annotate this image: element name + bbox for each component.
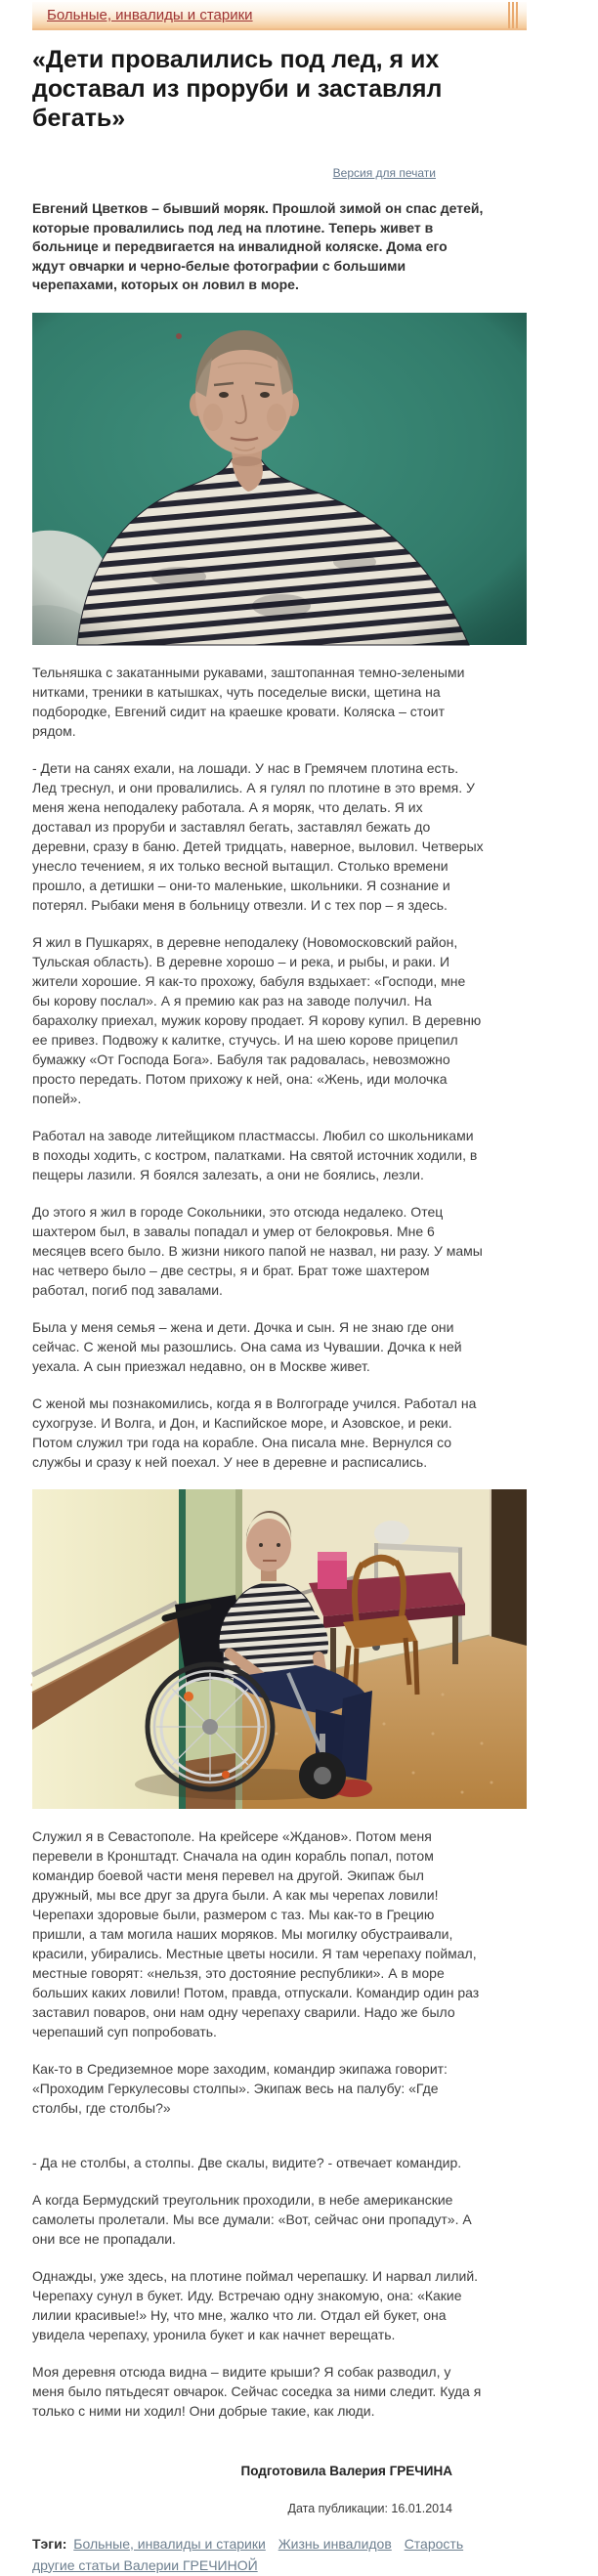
bar-decor-stripes-icon — [508, 2, 519, 28]
article-paragraph: Была у меня семья – жена и дети. Дочка и сын. Я не знаю где они сейчас. С женой мы разошлись. Она сама из Чувашии. Дочка к ней уехала. А сын приезжал недавно, он в Москве живет. — [32, 1318, 462, 1374]
article-paragraph: Работал на заводе литейщиком пластмассы. Любил со школьниками в походы ходить, с костром, палатками. На святой источник ходили, в пещеры лазили. Я боялся залезать, а они не боялись, лезли. — [32, 1127, 478, 1182]
article-title: «Дети провалились под лед, я их доставал из проруби и заставлял бегать» — [32, 46, 443, 132]
article-paragraph: Тельняшка с закатанными рукавами, заштопанная темно-зелеными нитками, треники в катышках, чуть поседелые виски, щетина на подбородке, Евгений сидит на краешке кровати. Коляска – стоит рядом. — [32, 664, 465, 739]
tags-label: Тэги: — [32, 2535, 67, 2552]
article-paragraph: С женой мы познакомились, когда я в Волгограде учился. Работал на сухогрузе. И Волга, и Дон, и Каспийское море, и Азовское, и реки. Потом служил три года на корабле. Она писала мне. Вернулся со службы и сразу к ней поехал. У нее в деревне и расписались. — [32, 1395, 477, 1470]
publish-date: Дата публикации: 16.01.2014 — [287, 2501, 452, 2515]
photo-portrait — [32, 313, 527, 645]
article-body — [32, 199, 484, 2421]
tag-link-old-age[interactable]: Старость — [404, 2535, 464, 2552]
article-paragraph: - Дети на санях ехали, на лошади. У нас в Гремячем плотина есть. Лед треснул, и они провалились. А я гулял по плотине в это время. У меня жена неподалеку работала. А я моряк, что делать. Я их доставал из проруби и заставлял бегать, заставлял бежать до деревни, сразу в баню. Детей тридцать, наверное, выловил. Четверых унесло течением, я их только весной вытащил. Столько времени прошло, а детишки – они-то маленькие, школьники. Я сознание и потерял. Рыбаки меня в больницу отвезли. И с тех пор – я здесь. — [32, 759, 484, 913]
article-page — [0, 2, 598, 2573]
print-version-link[interactable]: Версия для печати — [332, 166, 436, 180]
category-bar — [32, 2, 527, 30]
tags-row — [32, 2533, 495, 2576]
tag-link-sick-disabled-elderly[interactable]: Больные, инвалиды и старики — [73, 2535, 266, 2552]
article-paragraph: - Да не столбы, а столпы. Две скалы, видите? - отвечает командир. — [32, 2154, 462, 2170]
article-paragraph: Однажды, уже здесь, на плотине поймал черепашку. И нарвал лилий. Черепаху сунул в букет. Иду. Встречаю одну знакомую, она: «Какие лилии красивые!» Ну, что мне, жалко что ли. Отдал ей букет, она увидела черепаху, уронила букет и как начнет верещать. — [32, 2267, 479, 2342]
article-paragraph: Как-то в Средиземное море заходим, командир экипажа говорит: «Проходим Геркулесовы столпы». Экипаж весь на палубу: «Где столбы, где столбы?» — [32, 2060, 448, 2116]
byline: Подготовила Валерия ГРЕЧИНА — [240, 2463, 452, 2478]
article-paragraph: Я жил в Пушкарях, в деревне неподалеку (Новомосковский район, Тульская область). В деревне хорошо – и река, и рыбы, и раки. И жители хорошие. Я как-то прохожу, бабуля вздыхает: «Господи, мне бы корову послал». А я премию как раз на заводе получил. На барахолку приехал, мужик корову продает. Я корову купил. В деревню ее привез. Подвожу к калитке, стучусь. И на шею корове прицепил бумажку «От Господа Бога». Бабуля так радовалась, невозможно просто передать. Потом прихожу к ней, она: «Жень, иди молочка попей». — [32, 933, 482, 1106]
category-link[interactable]: Больные, инвалиды и старики — [47, 7, 253, 23]
article-paragraph: Моя деревня отсюда видна – видите крыши? Я собак разводил, у меня было пятьдесят овчарок. Сейчас соседка за ними следит. Куда я только с ними ни ходил! Они добрые такие, как люди. — [32, 2363, 482, 2419]
tag-link-more-articles-author[interactable]: другие статьи Валерии ГРЕЧИНОЙ — [32, 2556, 258, 2573]
print-row — [32, 164, 436, 182]
photo-wheelchair — [32, 1489, 527, 1809]
tag-link-disabled-life[interactable]: Жизнь инвалидов — [278, 2535, 392, 2552]
article-paragraph: До этого я жил в городе Сокольники, это отсюда недалеко. Отец шахтером был, в завалы попадал и умер от белокровья. Мне 6 месяцев всего было. В жизни никого папой не назвал, ни разу. У мамы нас четверо было – две сестры, я и брат. Брат тоже шахтером работал, погиб под завалами. — [32, 1203, 483, 1298]
article-lead: Евгений Цветков – бывший моряк. Прошлой зимой он спас детей, которые провалились под лед на плотине. Теперь живет в больнице и передвигается на инвалидной коляске. Дома его ждут овчарки и черно-белые фотографии с большими черепахами, которых он ловил в море. — [32, 200, 484, 292]
article-paragraph: Служил я в Севастополе. На крейсере «Жданов». Потом меня перевели в Кронштадт. Сначала на один корабль попал, потом командир боевой части меня перевел на другой. Экипаж был дружный, мы все друг за друга были. А как мы черепах ловили! Черепахи здоровые были, размером с таз. Мы как-то в Грецию пришли, а там могила наших моряков. Мы могилку обустраивали, красили, убирались. Местные цветы носили. Я там черепаху поймал, местные говорят: «нельзя, это достояние республики». А в море больших каких ловили! Потом, правда, отпускали. Командир один раз заставил поваров, они нам одну черепаху сварили. Надо же было черепаший суп попробовать. — [32, 1827, 480, 2039]
article-paragraph: А когда Бермудский треугольник проходили, в небе американские самолеты пролетали. Мы все думали: «Вот, сейчас они пропадут». А они все не пропадали. — [32, 2191, 472, 2247]
